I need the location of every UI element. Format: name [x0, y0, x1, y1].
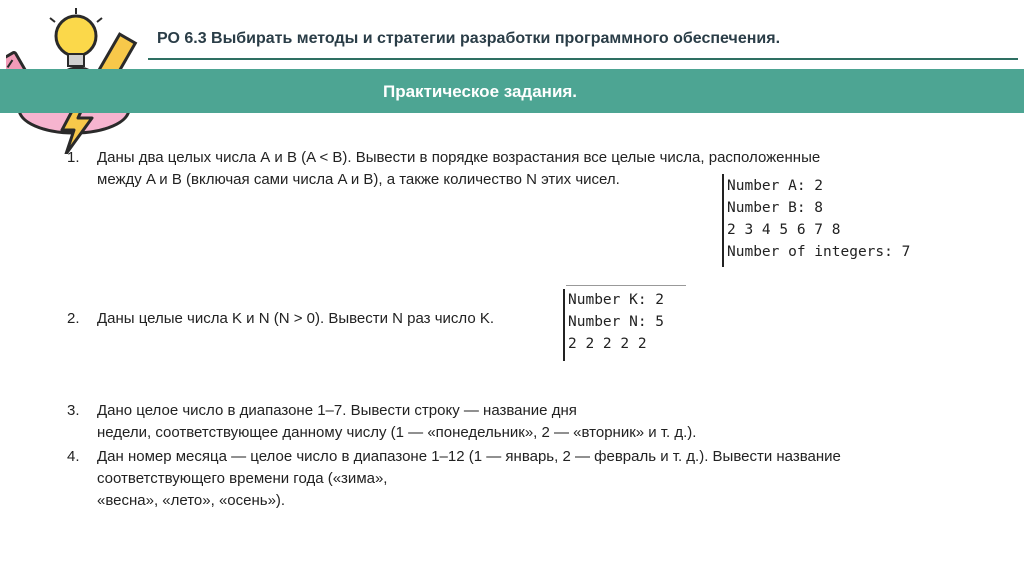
- task-line: между A и B (включая сами числа A и B), а также количество N этих чисел.: [97, 171, 620, 188]
- console-line: Number B: 8: [727, 200, 824, 216]
- task-text: [97, 400, 696, 444]
- page-title: РО 6.3 Выбирать методы и стратегии разработки программного обеспечения.: [157, 30, 781, 47]
- console-line: Number of integers: 7: [727, 244, 911, 260]
- console-line: 2 2 2 2 2: [568, 336, 647, 352]
- task-text: [97, 147, 820, 191]
- task-line: Даны целые числа K и N (N > 0). Вывести N раз число K.: [97, 310, 495, 327]
- console-2-top-edge: [566, 285, 686, 286]
- task-line: «весна», «лето», «осень»).: [97, 492, 286, 509]
- task-line: недели, соответствующее данному числу (1 — «понедельник», 2 — «вторник» и т. д.).: [97, 424, 697, 441]
- section-title: Практическое задания.: [383, 82, 578, 101]
- task-number: 1.: [67, 149, 80, 166]
- task-text: [97, 308, 494, 330]
- task-line: Дано целое число в диапазоне 1–7. Вывести строку — название дня: [97, 402, 577, 419]
- task-number: 3.: [67, 402, 80, 419]
- task-line: соответствующего времени года («зима»,: [97, 470, 388, 487]
- task-line: Дан номер месяца — целое число в диапазоне 1–12 (1 — январь, 2 — февраль и т. д.). Вывести название: [97, 448, 841, 465]
- console-output-2: [563, 289, 664, 361]
- task-number: 4.: [67, 448, 80, 465]
- header-divider: [148, 58, 1018, 60]
- console-line: Number N: 5: [568, 314, 665, 330]
- console-line: Number K: 2: [568, 292, 665, 308]
- console-line: Number A: 2: [727, 178, 824, 194]
- task-line: Даны два целых числа А и B (A < B). Вывести в порядке возрастания все целые числа, расположенные: [97, 149, 821, 166]
- task-number: 2.: [67, 310, 80, 327]
- console-line: 2 3 4 5 6 7 8: [727, 222, 841, 238]
- console-output-1: [722, 174, 910, 267]
- lightbulb-icon: [50, 8, 102, 66]
- task-text: [97, 446, 841, 512]
